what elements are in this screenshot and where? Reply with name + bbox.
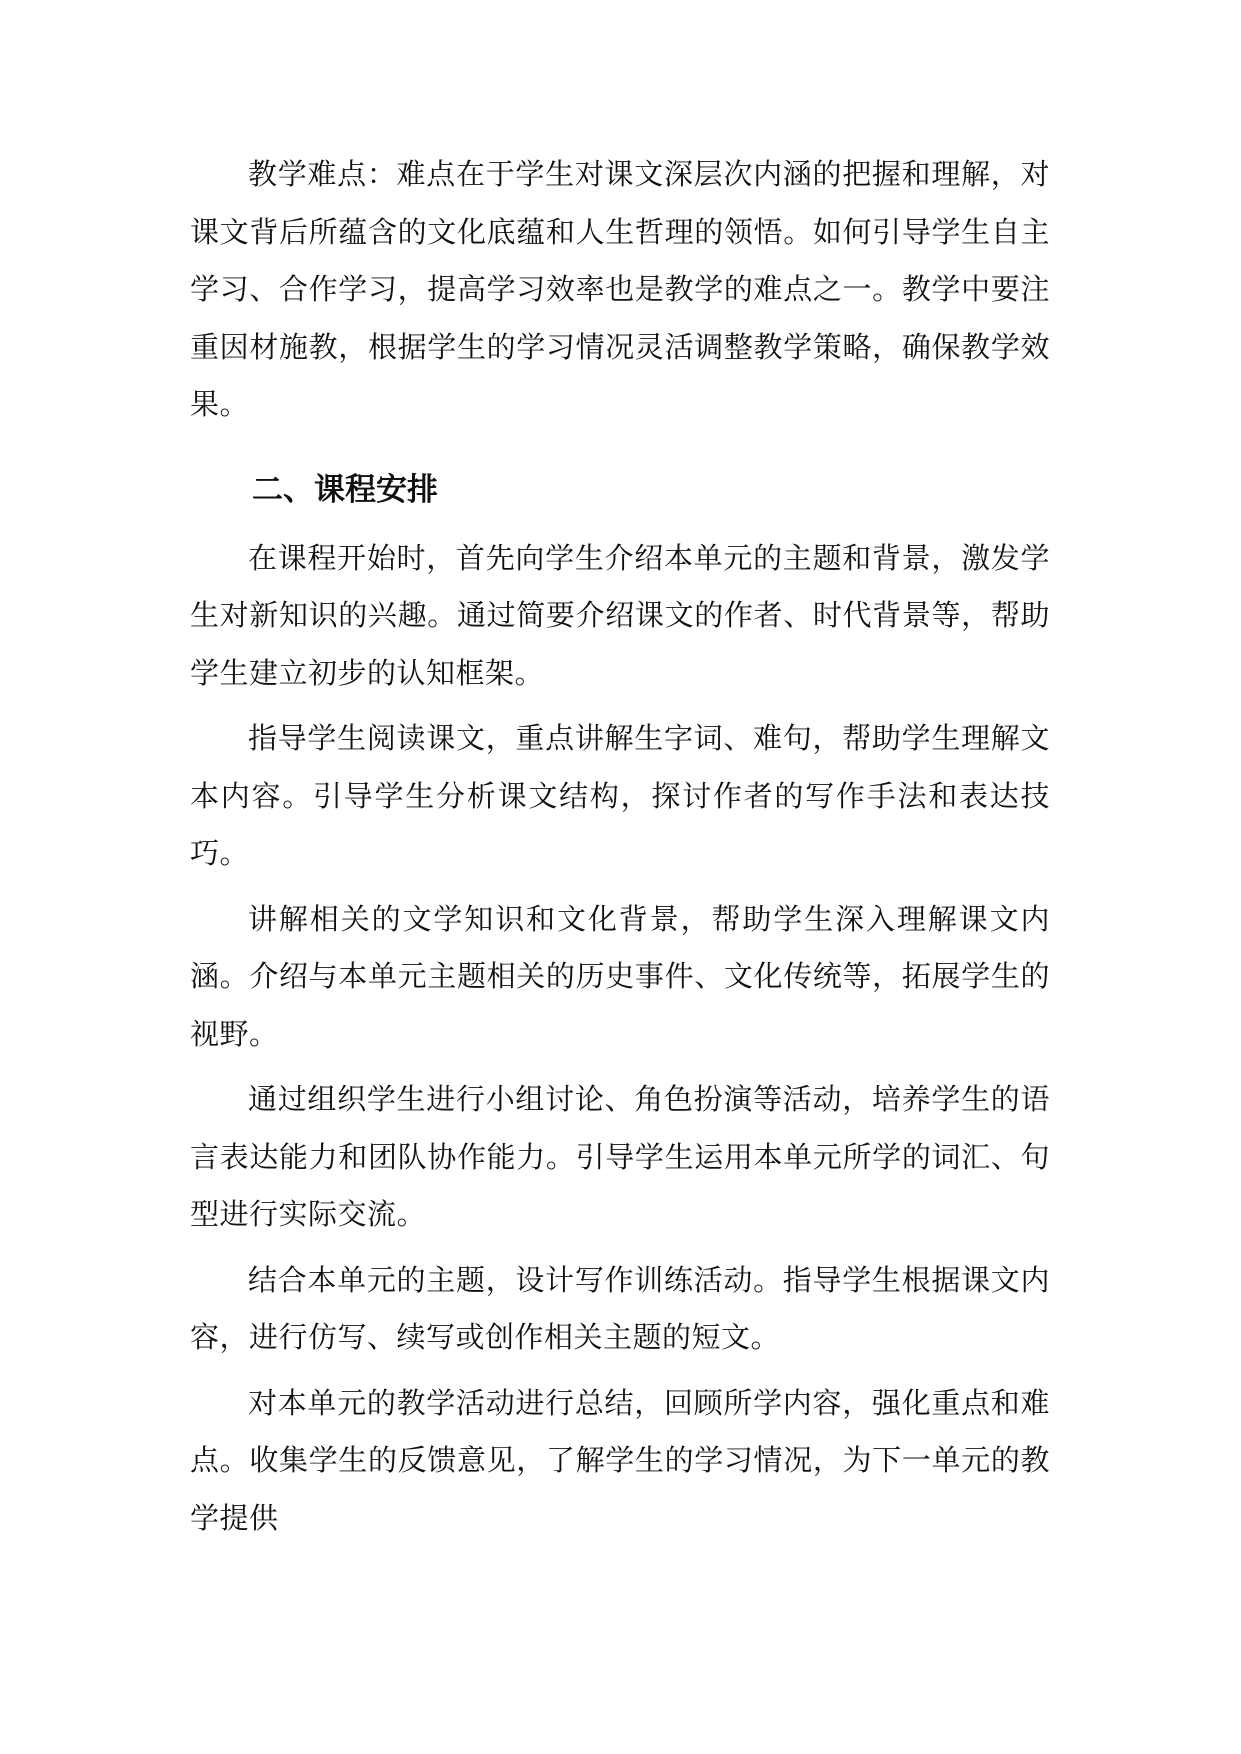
section-heading-course-schedule: 二、课程安排 — [252, 471, 438, 508]
teaching-difficulty-paragraph: 教学难点：难点在于学生对课文深层次内涵的把握和理解，对课文背后所蕴含的文化底蕴和人生哲理的领悟。如何引导学生自主学习、合作学习，提高学习效率也是教学的难点之一。教学中要注重因材施教，根据学生的学习情况灵活调整教学策略，确保教学效果。 — [190, 157, 1050, 421]
paragraph-writing-training: 结合本单元的主题，设计写作训练活动。指导学生根据课文内容，进行仿写、续写或创作相关主题的短文。 — [190, 1262, 1050, 1354]
paragraph-cultural-background: 讲解相关的文学知识和文化背景，帮助学生深入理解课文内涵。介绍与本单元主题相关的历史事件、文化传统等，拓展学生的视野。 — [190, 901, 1050, 1051]
paragraph-summary-feedback: 对本单元的教学活动进行总结，回顾所学内容，强化重点和难点。收集学生的反馈意见，了解学生的学习情况，为下一单元的教学提供 — [190, 1385, 1050, 1535]
paragraph-group-activities: 通过组织学生进行小组讨论、角色扮演等活动，培养学生的语言表达能力和团队协作能力。引导学生运用本单元所学的词汇、句型进行实际交流。 — [190, 1082, 1050, 1231]
paragraph-reading-guidance: 指导学生阅读课文，重点讲解生字词、难句，帮助学生理解文本内容。引导学生分析课文结构，探讨作者的写作手法和表达技巧。 — [190, 721, 1050, 870]
document-body — [190, 146, 1050, 1555]
paragraph-introduction: 在课程开始时，首先向学生介绍本单元的主题和背景，激发学生对新知识的兴趣。通过简要介绍课文的作者、时代背景等，帮助学生建立初步的认知框架。 — [190, 540, 1050, 690]
